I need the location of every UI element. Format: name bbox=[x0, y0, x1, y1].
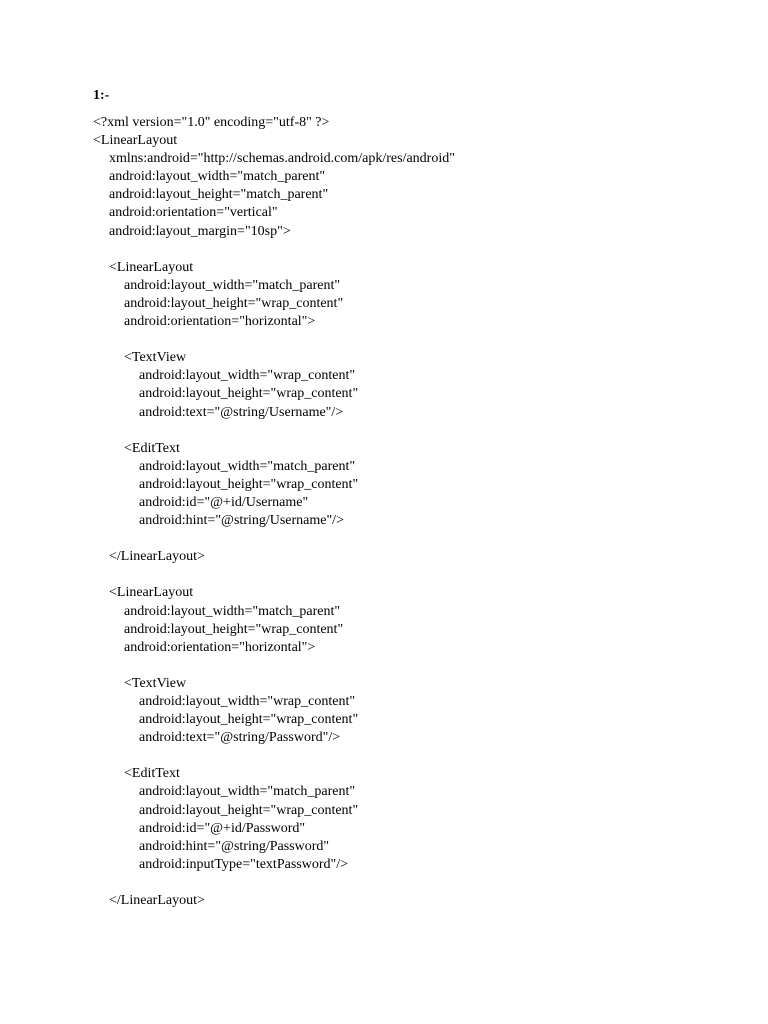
code-line: android:layout_margin="10sp"> bbox=[109, 223, 291, 239]
code-line: xmlns:android="http://schemas.android.com/apk/res/android" bbox=[109, 151, 455, 167]
xml-code-block bbox=[93, 114, 733, 910]
code-line: android:layout_height="wrap_content" bbox=[139, 802, 359, 818]
blank-line bbox=[93, 241, 733, 259]
code-line: <EditText bbox=[124, 440, 180, 456]
code-line: android:id="@+id/Password" bbox=[139, 820, 306, 836]
code-line: android:orientation="horizontal"> bbox=[124, 639, 316, 655]
blank-line bbox=[93, 530, 733, 548]
blank-line bbox=[93, 422, 733, 440]
section-heading: 1:- bbox=[93, 88, 110, 103]
code-line: android:layout_width="match_parent" bbox=[139, 784, 356, 800]
code-line: </LinearLayout> bbox=[109, 893, 205, 909]
code-line: <LinearLayout bbox=[109, 259, 194, 275]
blank-line bbox=[93, 331, 733, 349]
blank-line bbox=[93, 657, 733, 675]
code-line: android:text="@string/Username"/> bbox=[139, 404, 344, 420]
code-line: android:layout_width="wrap_content" bbox=[139, 694, 356, 709]
code-line: <TextView bbox=[124, 675, 187, 691]
code-line: android:layout_height="wrap_content" bbox=[139, 476, 359, 492]
code-line: android:id="@+id/Username" bbox=[139, 494, 309, 510]
code-line: android:layout_width="wrap_content" bbox=[139, 368, 356, 384]
blank-line bbox=[93, 747, 733, 765]
code-line: <EditText bbox=[124, 766, 180, 782]
code-line: <LinearLayout bbox=[93, 133, 178, 149]
code-line: android:layout_width="match_parent" bbox=[124, 603, 341, 619]
code-line: <LinearLayout bbox=[109, 585, 194, 601]
blank-line bbox=[93, 874, 733, 892]
code-line: android:inputType="textPassword"/> bbox=[139, 856, 348, 872]
blank-line bbox=[93, 566, 733, 584]
code-line: android:layout_height="wrap_content" bbox=[124, 295, 344, 311]
code-line: android:layout_width="match_parent" bbox=[139, 458, 356, 474]
code-line: android:hint="@string/Username"/> bbox=[139, 513, 344, 529]
code-line: <?xml version="1.0" encoding="utf-8" ?> bbox=[93, 115, 330, 130]
code-line: android:text="@string/Password"/> bbox=[139, 730, 341, 746]
code-line: android:layout_height="wrap_content" bbox=[139, 712, 359, 728]
code-line: android:layout_height="wrap_content" bbox=[124, 621, 344, 637]
code-line: </LinearLayout> bbox=[109, 549, 205, 565]
code-line: <TextView bbox=[124, 350, 187, 366]
code-line: android:layout_height="match_parent" bbox=[109, 187, 329, 203]
code-line: android:hint="@string/Password" bbox=[139, 838, 330, 854]
code-line: android:layout_width="match_parent" bbox=[124, 277, 341, 293]
code-line: android:layout_height="wrap_content" bbox=[139, 386, 359, 402]
code-line: android:layout_width="match_parent" bbox=[109, 169, 326, 185]
code-line: android:orientation="horizontal"> bbox=[124, 314, 316, 330]
code-line: android:orientation="vertical" bbox=[109, 205, 278, 221]
